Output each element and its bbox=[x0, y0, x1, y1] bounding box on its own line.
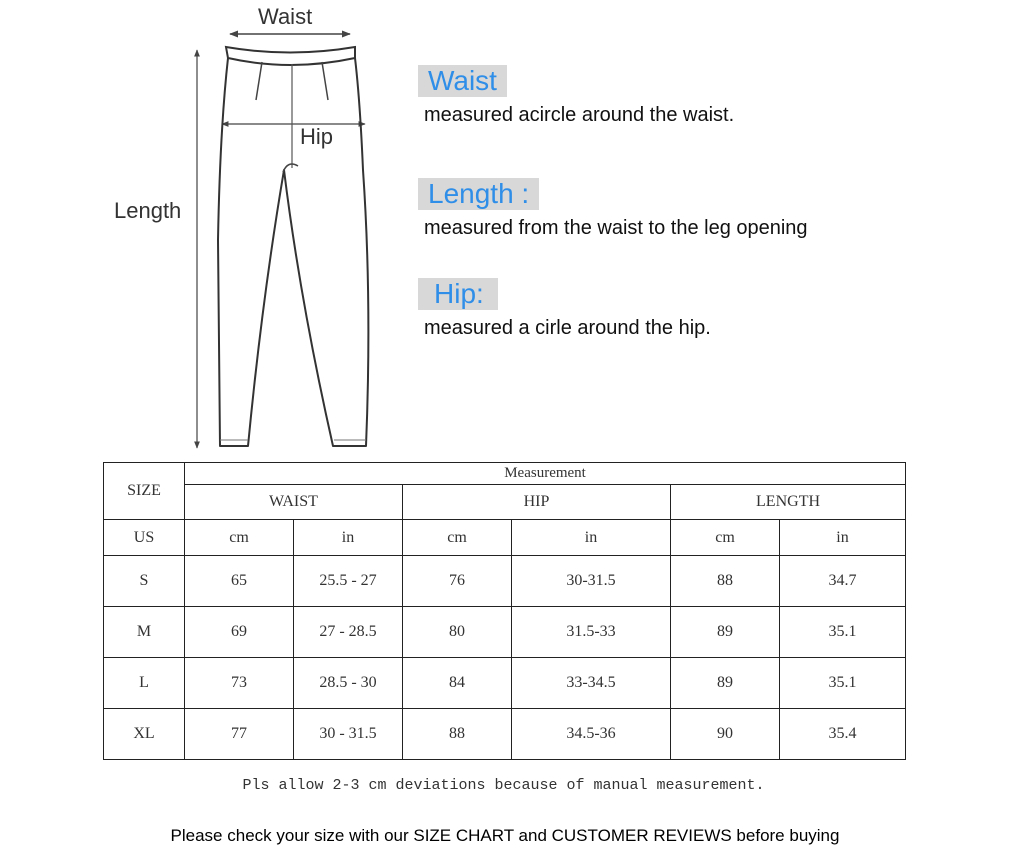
unit-cell: in bbox=[294, 520, 403, 556]
pants-diagram bbox=[0, 0, 420, 460]
table-cell: 35.1 bbox=[780, 658, 906, 709]
pants-illustration bbox=[0, 0, 420, 460]
table-cell: 77 bbox=[185, 709, 294, 760]
measurement-header: Measurement bbox=[185, 463, 906, 485]
hip-column-header: HIP bbox=[403, 485, 671, 520]
footer-notice: Please check your size with our SIZE CHART and CUSTOMER REVIEWS before buying bbox=[170, 826, 840, 845]
hip-heading: Hip: bbox=[418, 278, 498, 310]
size-chart-table bbox=[103, 462, 906, 760]
length-description: measured from the waist to the leg opening bbox=[424, 217, 808, 239]
table-cell: 80 bbox=[403, 607, 512, 658]
waist-diagram-label: Waist bbox=[258, 4, 313, 29]
size-cell: L bbox=[104, 658, 185, 709]
waist-description: measured acircle around the waist. bbox=[424, 104, 735, 126]
deviation-note: Pls allow 2-3 cm deviations because of manual measurement. bbox=[242, 777, 765, 794]
unit-cell: cm bbox=[403, 520, 512, 556]
waistband bbox=[226, 47, 355, 65]
table-cell: 34.7 bbox=[780, 556, 906, 607]
length-column-header: LENGTH bbox=[671, 485, 906, 520]
size-cell: S bbox=[104, 556, 185, 607]
table-cell: 30 - 31.5 bbox=[294, 709, 403, 760]
table-cell: 34.5-36 bbox=[512, 709, 671, 760]
table-cell: 28.5 - 30 bbox=[294, 658, 403, 709]
table-cell: 30-31.5 bbox=[512, 556, 671, 607]
table-cell: 65 bbox=[185, 556, 294, 607]
hip-definition bbox=[418, 278, 711, 340]
waist-column-header: WAIST bbox=[185, 485, 403, 520]
table-row bbox=[104, 658, 906, 709]
table-row bbox=[104, 556, 906, 607]
size-header: SIZE bbox=[104, 463, 185, 520]
waist-definition bbox=[418, 65, 734, 127]
table-cell: 88 bbox=[671, 556, 780, 607]
table-cell: 35.1 bbox=[780, 607, 906, 658]
table-cell: 89 bbox=[671, 658, 780, 709]
unit-cell: in bbox=[780, 520, 906, 556]
table-cell: 25.5 - 27 bbox=[294, 556, 403, 607]
size-cell: XL bbox=[104, 709, 185, 760]
length-diagram-label: Length bbox=[114, 198, 182, 223]
table-cell: 89 bbox=[671, 607, 780, 658]
table-cell: 76 bbox=[403, 556, 512, 607]
unit-cell: in bbox=[512, 520, 671, 556]
unit-cell: cm bbox=[671, 520, 780, 556]
length-definition bbox=[418, 178, 808, 240]
table-row bbox=[104, 709, 906, 760]
table-cell: 33-34.5 bbox=[512, 658, 671, 709]
pants-outline bbox=[218, 58, 368, 446]
table-cell: 27 - 28.5 bbox=[294, 607, 403, 658]
table-cell: 88 bbox=[403, 709, 512, 760]
waist-heading: Waist bbox=[418, 65, 507, 97]
table-cell: 69 bbox=[185, 607, 294, 658]
table-cell: 31.5-33 bbox=[512, 607, 671, 658]
table-cell: 73 bbox=[185, 658, 294, 709]
hip-description: measured a cirle around the hip. bbox=[424, 317, 711, 339]
table-cell: 35.4 bbox=[780, 709, 906, 760]
unit-cell: cm bbox=[185, 520, 294, 556]
table-cell: 90 bbox=[671, 709, 780, 760]
table-cell: 84 bbox=[403, 658, 512, 709]
length-heading: Length : bbox=[418, 178, 539, 210]
hip-diagram-label: Hip bbox=[300, 124, 334, 149]
table-row bbox=[104, 607, 906, 658]
size-cell: M bbox=[104, 607, 185, 658]
region-label: US bbox=[104, 520, 185, 556]
